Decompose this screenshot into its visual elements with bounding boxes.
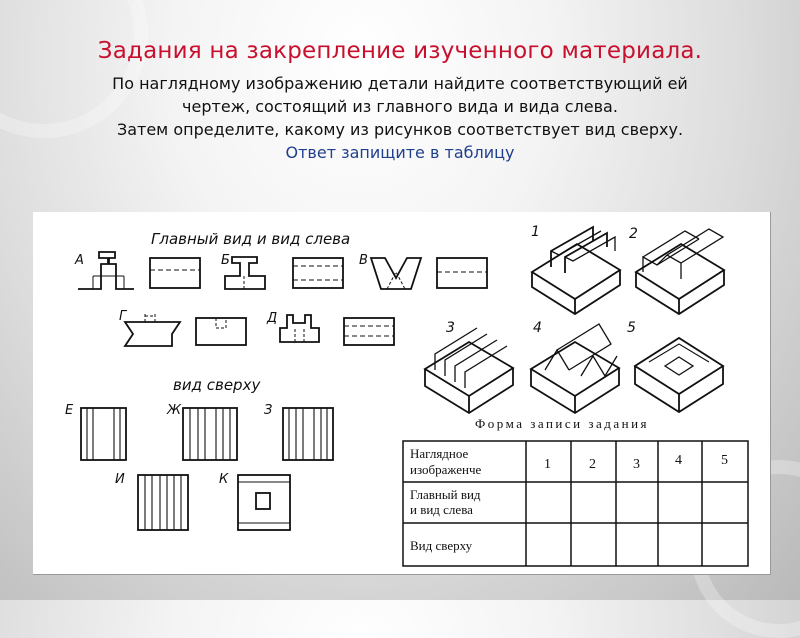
label-g: Г [119, 309, 127, 324]
view-pair-b [225, 257, 343, 289]
view-pair-v [371, 258, 487, 289]
label-i: И [115, 472, 125, 487]
part-number-4: 4 [533, 320, 542, 336]
label-v: В [359, 253, 368, 268]
part-4 [531, 324, 619, 413]
top-view-z [283, 408, 333, 460]
part-number-5: 5 [627, 320, 636, 336]
part-5 [635, 338, 723, 412]
table-header-line-1: Наглядное [410, 446, 469, 461]
answer-note: Ответ запищите в таблицу [285, 143, 515, 162]
top-view-zh [183, 408, 237, 460]
top-view-e [81, 408, 126, 460]
label-k: К [219, 472, 229, 487]
view-pair-d [280, 315, 394, 345]
label-zh: Ж [167, 403, 182, 418]
view-pair-a [78, 252, 200, 289]
table-number-2: 2 [589, 457, 596, 472]
instruction-line-1: По наглядному изображению детали найдите соответствующий ей [112, 74, 688, 93]
part-1 [532, 227, 620, 314]
table-row2-line-2: и вид слева [410, 502, 473, 517]
top-view-k [238, 475, 290, 530]
drawing-canvas [33, 212, 770, 574]
label-a: А [75, 253, 84, 268]
table-number-4: 4 [675, 453, 682, 468]
part-number-3: 3 [446, 320, 455, 336]
label-z: З [264, 403, 273, 418]
table-number-1: 1 [544, 457, 551, 472]
part-2 [636, 229, 724, 314]
instruction-line-3: Затем определите, какому из рисунков соответствует вид сверху. [116, 120, 684, 139]
table-header-line-2: изображенче [410, 462, 482, 477]
instruction-line-2: чертеж, состоящий из главного вида и вида слева. [182, 97, 618, 116]
part-number-1: 1 [531, 224, 540, 240]
main-views-heading: Главный вид и вид слева [151, 230, 351, 248]
table-number-5: 5 [721, 453, 728, 468]
table-row3-label: Вид сверху [410, 538, 473, 553]
top-view-i [138, 475, 188, 530]
label-d: Д [267, 311, 278, 326]
part-number-2: 2 [629, 226, 638, 242]
slide-header [0, 38, 800, 164]
table-number-3: 3 [633, 457, 640, 472]
label-e: Е [65, 403, 74, 418]
top-view-heading: вид сверху [173, 376, 261, 394]
table-caption: Форма записи задания [475, 416, 650, 431]
label-b: Б [221, 253, 230, 268]
part-3 [425, 328, 513, 413]
slide-title: Задания на закрепление изученного материала. [97, 38, 703, 64]
view-pair-g [125, 312, 246, 346]
exercise-figure [33, 212, 771, 575]
table-row2-line-1: Главный вид [410, 487, 481, 502]
